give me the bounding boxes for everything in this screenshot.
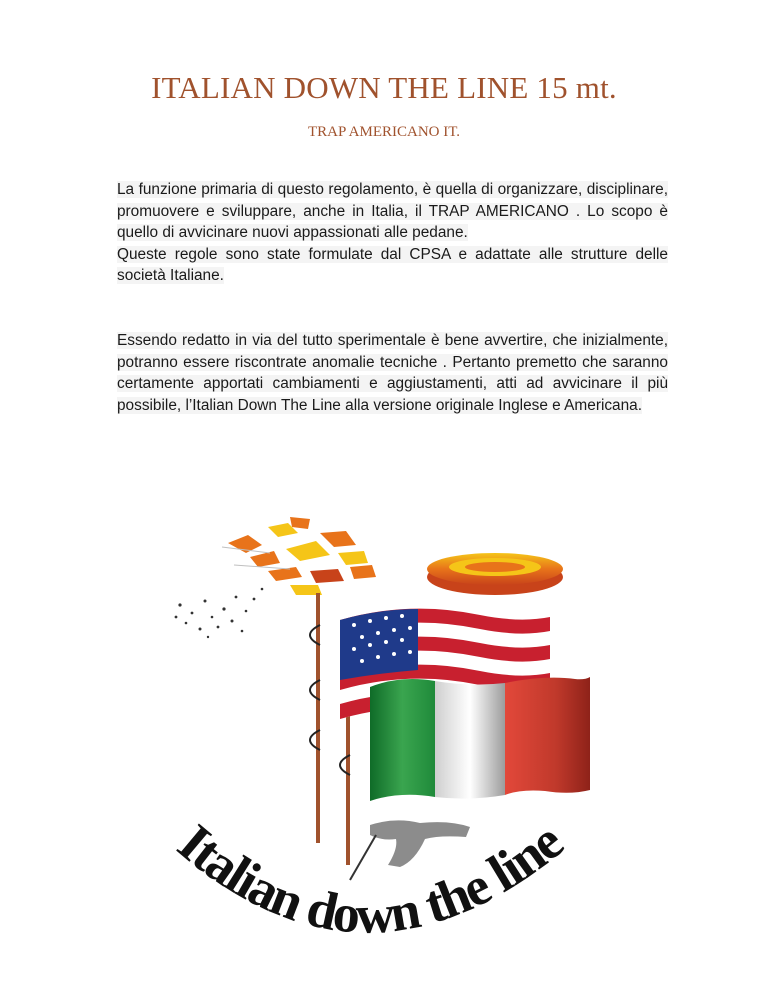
rules-origin-text: Queste regole sono state formulate dal CPSA e adattate alle strutture delle società Italiane. bbox=[117, 245, 668, 284]
intro-text: La funzione primaria di questo regolamento, è quella di organizzare, disciplinare, promuovere e sviluppare, anche in Italia, il TRAP AMERICANO . Lo scopo è quello di avvicinare nuovi appassionati alle pedane. bbox=[117, 181, 668, 241]
clay-target-icon bbox=[427, 553, 563, 595]
page-subtitle: TRAP AMERICANO IT. bbox=[307, 124, 461, 140]
shot-pellets bbox=[175, 588, 264, 639]
disclaimer-text: Essendo redatto in via del tutto sperimentale è bene avvertire, che inizialmente, potranno essere riscontrate anomalie tecniche . Pertanto premetto che saranno certamente apportati cambiamenti e aggiustamenti, atti ad avvicinare il più possibile, l’Italian Down The Line alla versione originale Inglese e Americana. bbox=[117, 332, 668, 414]
broken-clay-target-icon bbox=[222, 517, 376, 595]
page-title: ITALIAN DOWN THE LINE 15 mt. bbox=[151, 70, 617, 105]
intro-paragraph bbox=[117, 179, 668, 287]
italy-flag-icon bbox=[370, 677, 590, 801]
trap-shooting-illustration bbox=[150, 505, 610, 965]
disclaimer-paragraph bbox=[117, 330, 668, 416]
arc-title-path: Italian down the line bbox=[167, 811, 573, 945]
